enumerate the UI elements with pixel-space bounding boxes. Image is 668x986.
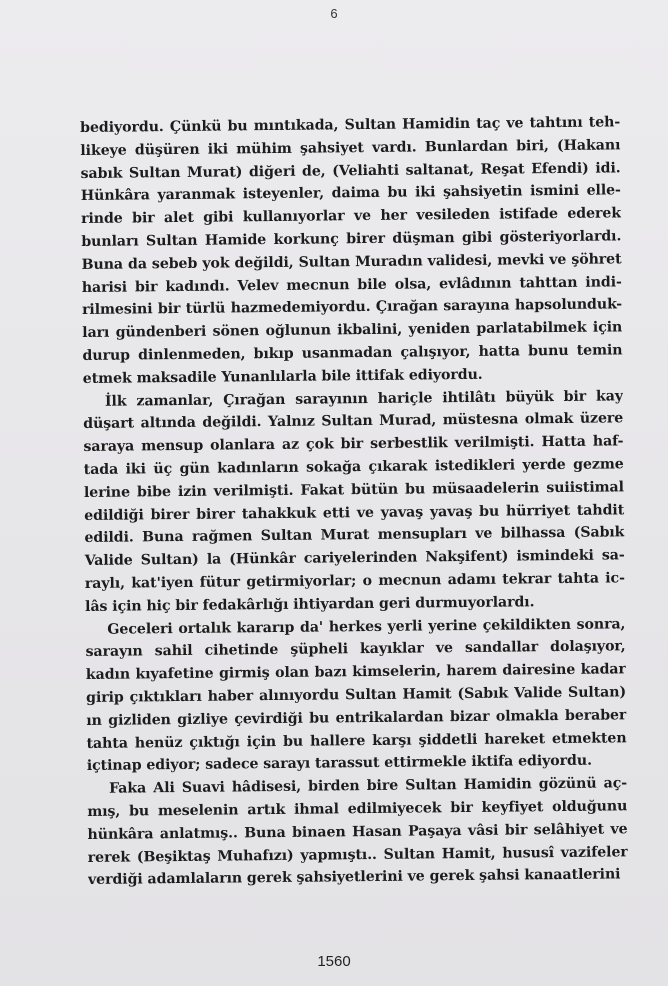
text-line: sabık Sultan Murat) diğeri de, (Veliahti saltanat, Reşat Efendi) idi. (80, 159, 621, 182)
paragraph (87, 772, 628, 892)
text-line: Hünkâra yaranmak isteyenler, daima bu iki şahsiyetin ismini elle- (80, 182, 621, 205)
text-line: Valide Sultan) la (Hünkâr cariyelerinden Nakşifent) ismindeki sa- (84, 547, 625, 570)
text-line: düşart altında değildi. Yalnız Sultan Murad, müstesna olmak üzere (83, 410, 624, 433)
text-line: bunları Sultan Hamide korkunç birer düşman gibi gösteriyorlardı. (81, 228, 622, 250)
paragraph (80, 111, 623, 390)
text-line: rilmesini bir türlü hazmedemiyordu. Çırağan sarayına hapsolunduk- (81, 296, 623, 319)
text-line: tahta henüz çıktığı için bu hallere karşı şiddetli hareket etmekten (86, 729, 627, 752)
body-text (80, 111, 628, 892)
text-line: edildi. Buna rağmen Sultan Murat mensupları ve bilhassa (Sabık (84, 524, 625, 547)
text-line: kadın kıyafetine girmiş olan bazı kimselerin, harem dairesine kadar (85, 661, 626, 684)
text-line: sarayın sahil cihetinde şüpheli kayıklar ve sandallar dolaşıyor, (85, 638, 626, 661)
text-line: hünkâra anlatmış.. Buna binaen Hasan Paşaya vâsi bir selâhiyet ve (87, 821, 628, 843)
bottom-page-number: 1560 (317, 953, 351, 970)
text-line: lâs için hiç bir fedakârlığı ihtiyardan geri durmuyorlardı. (85, 594, 535, 615)
text-line: ları gündenberi sönen oğlunun ikbalini, yeniden parlatabilmek için (82, 319, 623, 342)
text-line: Geceleri ortalık kararıp da' herkes yerli yerine çekildikten sonra, (107, 615, 626, 638)
text-line: rinde bir alet gibi kullanıyorlar ve her vesileden istifade ederek (80, 205, 622, 228)
text-line: içtinap ediyor; sadece sarayı tarassut ettirmekle iktifa ediyordu. (86, 752, 592, 775)
paragraph (85, 613, 627, 778)
text-line: Faka Ali Suavi hâdisesi, birden bire Sultan Hamidin gözünü aç- (108, 775, 628, 797)
text-line: verdiği adamlaların gerek şahsiyetlerini ve gerek şahsi kanaatlerini (87, 866, 621, 889)
text-line: Buna da sebeb yok değildi, Sultan Muradın validesi, mevki ve şöhret (81, 251, 622, 273)
text-line: mış, bu meselenin artık ihmal edilmiyecek bir keyfiyet olduğunu (87, 798, 628, 820)
text-line: rerek (Beşiktaş Muhafızı) yapmıştı.. Sultan Hamit, hususî vazifeler (87, 843, 628, 866)
text-line: harisi bir kadındı. Velev mecnun bile olsa, evlâdının tahttan indi- (81, 273, 622, 296)
text-line: ın gizliden gizliye çevirdiği bu entrikalardan bizar olmakla beraber (86, 707, 627, 729)
text-line: edildiği birer birer tahakkuk etti ve yavaş yavaş bu hürriyet tahdit (84, 501, 625, 524)
text-line: lerine bibe izin verilmişti. Fakat bütün bu müsaadelerin suiistimal (83, 479, 624, 501)
text-line: girip çıktıkları haber alınıyordu Sultan Hamit (Sabık Valide Sultan) (85, 684, 627, 706)
text-line: etmek maksadile Yunanlılarla bile ittifak ediyordu. (82, 366, 483, 387)
text-line: durup dinlenmeden, bıkıp usanmadan çalışıyor, hatta bunu temin (82, 342, 623, 364)
text-line: saraya mensup olanlara az çok bir serbestlik verilmişti. Hatta haf- (83, 433, 624, 456)
text-line: bediyordu. Çünkü bu mıntıkada, Sultan Hamidin taç ve tahtını teh- (80, 114, 621, 136)
text-line: likeye düşüren iki mühim şahsiyet vardı. Bunlardan biri, (Hakanı (80, 137, 621, 159)
text-line: raylı, kat'iyen fütur getirmiyorlar; o mecnun adamı tekrar tahta ic- (84, 570, 625, 592)
top-page-number: 6 (330, 6, 338, 21)
text-line: İlk zamanlar, Çırağan sarayının hariçle ihtilâtı büyük bir kay (104, 387, 624, 410)
text-line: tada iki üç gün kadınların sokağa çıkarak istedikleri yerde gezme (83, 456, 624, 478)
paragraph (83, 385, 625, 619)
